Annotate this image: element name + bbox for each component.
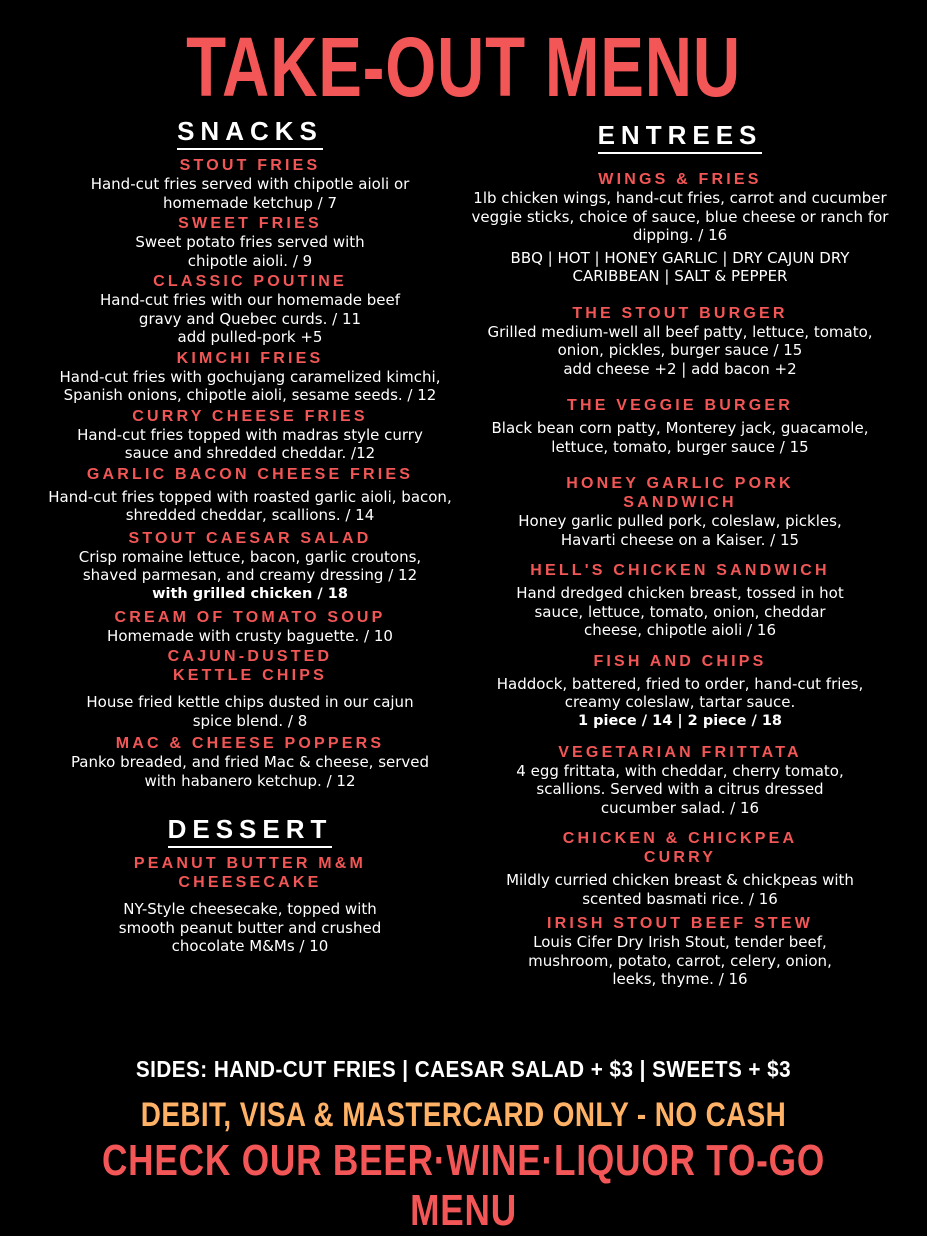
item-name: FISH AND CHIPS — [593, 652, 767, 670]
item-name: HONEY GARLIC PORK SANDWICH — [566, 475, 794, 511]
item-description: Hand-cut fries with gochujang caramelized kimchi, Spanish onions, chipotle aioli, sesame seeds. / 12 — [59, 367, 441, 404]
item-description: Panko breaded, and fried Mac & cheese, served with habanero ketchup. / 12 — [70, 753, 430, 790]
menu-item — [40, 608, 460, 646]
item-name: CLASSIC POUTINE — [153, 273, 347, 290]
item-name: CAJUN-DUSTED KETTLE CHIPS — [167, 648, 333, 684]
payment-notice: DEBIT, VISA & MASTERCARD ONLY - NO CASH — [140, 1096, 787, 1134]
item-name: THE STOUT BURGER — [572, 304, 788, 322]
item-description: Hand-cut fries topped with madras style curry sauce and shredded cheddar. /12 — [77, 425, 423, 462]
dessert-heading: DESSERT — [168, 814, 333, 848]
item-name: MAC & CHEESE POPPERS — [115, 735, 385, 752]
item-description: Crisp romaine lettuce, bacon, garlic croutons, shaved parmesan, and creamy dressing / 12 — [78, 547, 422, 584]
item-addon: add pulled-pork +5 — [177, 328, 323, 346]
item-description: 4 egg frittata, with cheddar, cherry tomato, scallions. Served with a citrus dressed cucumber salad. / 16 — [516, 761, 844, 817]
menu-item — [40, 734, 460, 790]
item-description: Homemade with crusty baguette. / 10 — [107, 626, 393, 645]
item-price-options: 1 piece / 14 | 2 piece / 18 — [577, 712, 783, 729]
item-name: PEANUT BUTTER M&M CHEESECAKE — [133, 855, 367, 891]
menu-item — [470, 561, 890, 640]
menu-item — [40, 156, 460, 212]
entrees-heading: ENTREES — [598, 120, 763, 154]
menu-item — [470, 170, 890, 286]
item-name: WINGS & FRIES — [598, 171, 762, 188]
item-name: GARLIC BACON CHEESE FRIES — [86, 465, 414, 483]
menu-item — [470, 652, 890, 731]
item-addon: with grilled chicken / 18 — [152, 585, 348, 602]
item-description: Mildly curried chicken breast & chickpeas with scented basmati rice. / 16 — [506, 871, 854, 908]
left-column — [40, 116, 460, 958]
item-description: Hand-cut fries topped with roasted garlic aioli, bacon, shredded cheddar, scallions. / 14 — [48, 487, 452, 524]
item-name: VEGETARIAN FRITTATA — [558, 743, 802, 761]
item-description: Honey garlic pulled pork, coleslaw, pickles, Havarti cheese on a Kaiser. / 15 — [518, 512, 842, 549]
item-name: IRISH STOUT BEEF STEW — [546, 915, 814, 932]
item-name: CURRY CHEESE FRIES — [132, 407, 368, 425]
sauce-options: BBQ | HOT | HONEY GARLIC | DRY CAJUN DRY CARIBBEAN | SALT & PEPPER — [510, 248, 850, 285]
menu-item — [470, 829, 890, 908]
item-description: Haddock, battered, fried to order, hand-cut fries, creamy coleslaw, tartar sauce. — [496, 674, 864, 711]
menu-item — [470, 474, 890, 549]
menu-item — [40, 407, 460, 463]
item-name: THE VEGGIE BURGER — [567, 397, 793, 414]
sides-line: SIDES: HAND-CUT FRIES | CAESAR SALAD + $3 | SWEETS + $3 — [135, 1056, 792, 1082]
item-description: NY-Style cheesecake, topped with smooth peanut butter and crushed chocolate M&Ms / 10 — [118, 900, 382, 955]
menu-item — [470, 914, 890, 989]
to-go-menu-notice: CHECK OUR BEER·WINE·LIQUOR TO-GO MENU — [101, 1136, 826, 1235]
item-name: STOUT CAESAR SALAD — [128, 529, 372, 547]
menu-title: TAKE-OUT MENU — [186, 20, 741, 114]
menu-item — [40, 272, 460, 347]
menu-item — [40, 214, 460, 270]
item-addon: add cheese +2 | add bacon +2 — [563, 359, 797, 378]
item-description: Hand-cut fries served with chipotle aioli or homemade ketchup / 7 — [90, 175, 410, 212]
menu-item — [40, 647, 460, 730]
menu-item — [40, 465, 460, 525]
menu-item — [40, 529, 460, 604]
item-description: Hand-cut fries with our homemade beef gravy and Quebec curds. / 11 — [99, 291, 401, 328]
menu-item — [470, 396, 890, 456]
item-description: House fried kettle chips dusted in our cajun spice blend. / 8 — [86, 693, 414, 730]
menu-item — [40, 854, 460, 956]
item-name: KIMCHI FRIES — [176, 349, 324, 367]
item-name: HELL'S CHICKEN SANDWICH — [530, 562, 830, 579]
item-description: Louis Cifer Dry Irish Stout, tender beef, mushroom, potato, carrot, celery, onion, leeks, thyme. / 16 — [528, 933, 832, 988]
right-column — [470, 120, 890, 991]
menu-item — [470, 743, 890, 818]
item-name: CHICKEN & CHICKPEA CURRY — [562, 830, 798, 866]
item-description: 1lb chicken wings, hand-cut fries, carrot and cucumber veggie sticks, choice of sauce, blue cheese or ranch for dipping. / 16 — [471, 189, 889, 244]
item-description: Black bean corn patty, Monterey jack, guacamole, lettuce, tomato, burger sauce / 15 — [491, 419, 869, 456]
item-name: CREAM OF TOMATO SOUP — [114, 608, 386, 626]
item-name: SWEET FRIES — [178, 215, 322, 232]
item-description: Sweet potato fries served with chipotle aioli. / 9 — [135, 233, 365, 270]
item-description: Hand dredged chicken breast, tossed in hot sauce, lettuce, tomato, onion, cheddar cheese, chipotle aioli / 16 — [516, 584, 844, 639]
item-description: Grilled medium-well all beef patty, lettuce, tomato, onion, pickles, burger sauce / 15 — [487, 322, 873, 359]
menu-item — [470, 304, 890, 379]
snacks-heading: SNACKS — [177, 116, 323, 150]
item-name: STOUT FRIES — [179, 157, 321, 174]
menu-item — [40, 349, 460, 405]
